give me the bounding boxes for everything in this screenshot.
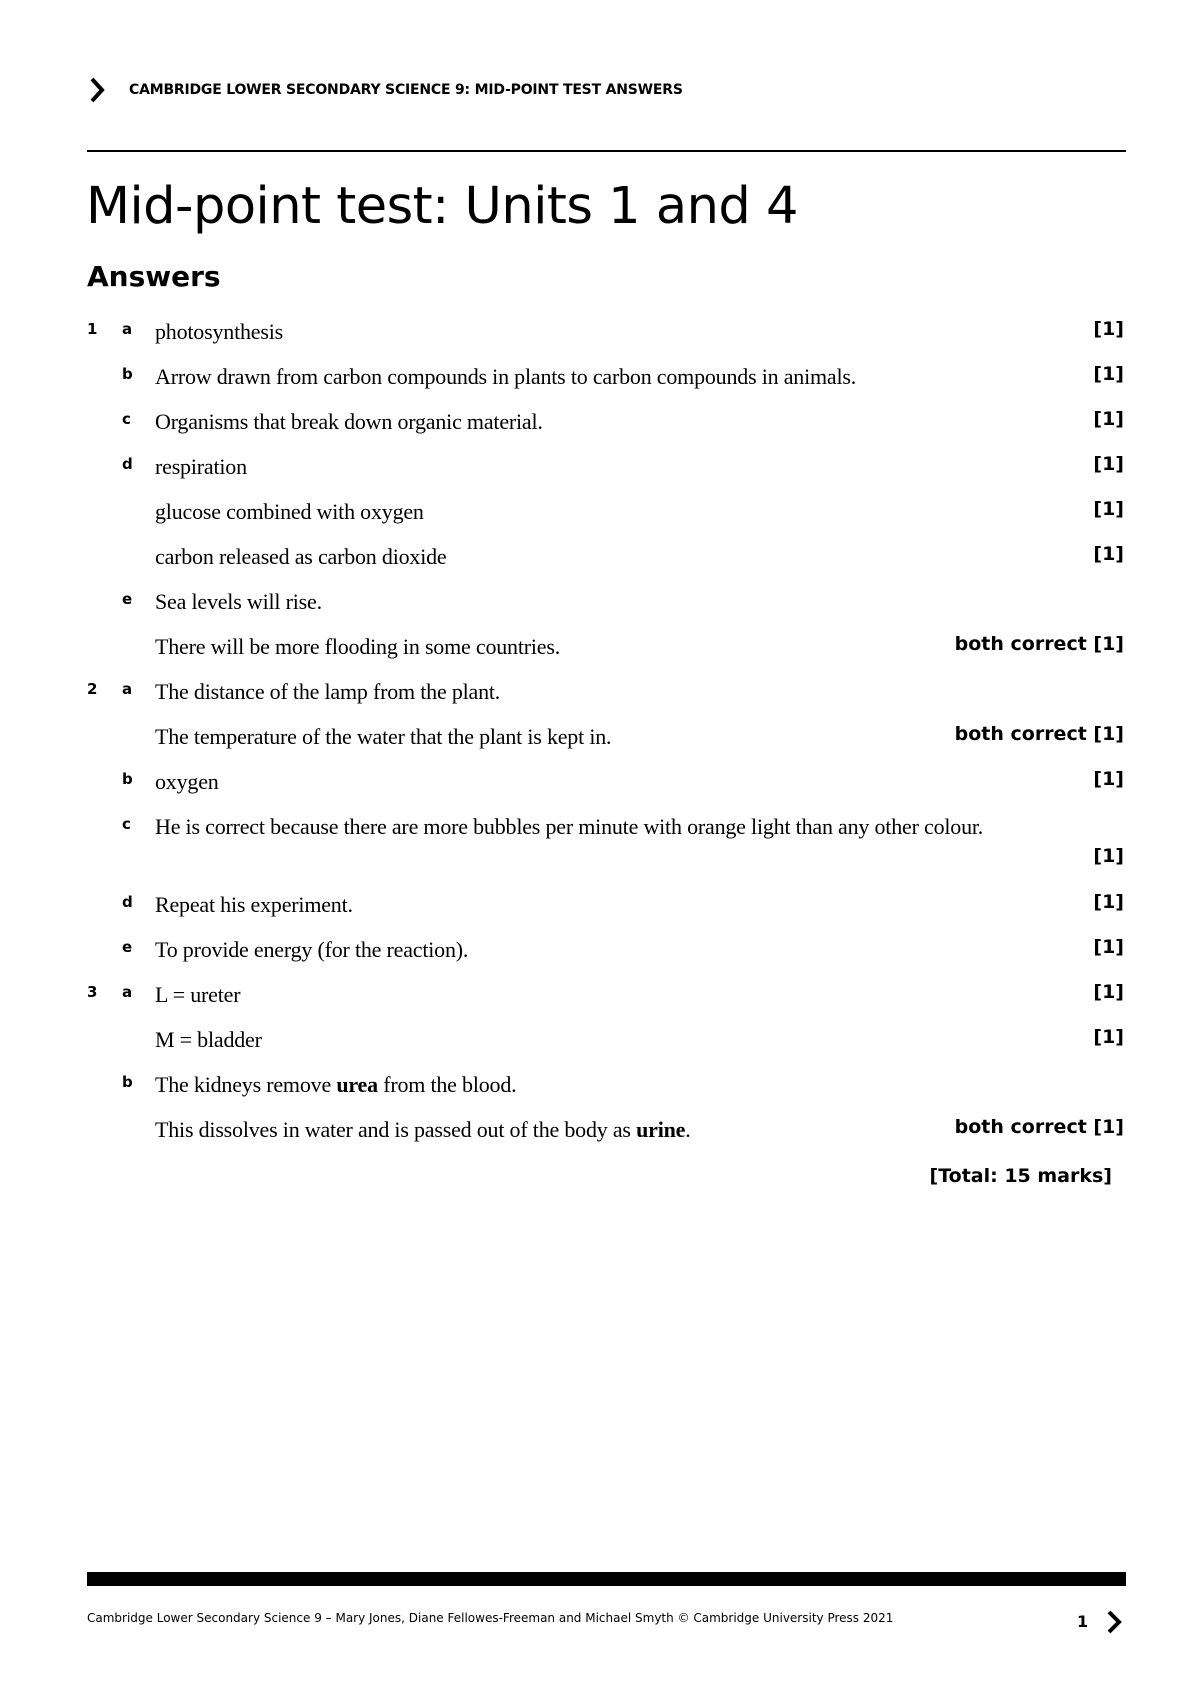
answer-row (87, 582, 1126, 627)
answer-row (87, 1110, 1126, 1155)
answer-text (155, 1069, 1045, 1101)
total-marks: [Total: 15 marks] (929, 1165, 1112, 1187)
footer-bar (87, 1572, 1126, 1586)
mark: [1] (1093, 936, 1124, 958)
mark: [1] (1093, 363, 1124, 385)
mark: [1] (1093, 498, 1124, 520)
header-divider (87, 150, 1126, 152)
mark: [1] (1093, 1026, 1124, 1048)
answer-row (87, 537, 1126, 582)
question-part: d (122, 893, 133, 911)
mark: [1] (1093, 408, 1124, 430)
question-number: 3 (87, 983, 98, 1001)
answer-text: carbon released as carbon dioxide (155, 544, 447, 569)
mark: both correct [1] (954, 633, 1124, 655)
question-part: a (122, 680, 133, 698)
mark: [1] (1093, 845, 1124, 867)
answer-row (87, 762, 1126, 807)
mark: [1] (1093, 318, 1124, 340)
mark: [1] (1093, 543, 1124, 565)
answer-list (87, 312, 1126, 1155)
answer-row (87, 312, 1126, 357)
footer-citation: Cambridge Lower Secondary Science 9 – Mary Jones, Diane Fellowes-Freeman and Michael Smyth © Cambridge University Press 2021 (87, 1611, 894, 1625)
answer-text: glucose combined with oxygen (155, 499, 424, 524)
answer-row (87, 807, 1126, 885)
answer-row (87, 717, 1126, 762)
answer-text: He is correct because there are more bubbles per minute with orange light than any other colour. (155, 814, 984, 839)
question-number: 1 (87, 320, 98, 338)
text-segment: . (685, 1117, 691, 1142)
running-header (87, 76, 683, 104)
answer-row (87, 930, 1126, 975)
mark: [1] (1093, 768, 1124, 790)
question-part: e (122, 938, 133, 956)
question-part: b (122, 770, 133, 788)
answer-text: Arrow drawn from carbon compounds in plants to carbon compounds in animals. (155, 364, 857, 389)
text-segment: This dissolves in water and is passed out of the body as (155, 1117, 637, 1142)
answer-row (87, 975, 1126, 1020)
answer-row (87, 672, 1126, 717)
question-part: d (122, 455, 133, 473)
answer-text: There will be more flooding in some countries. (155, 634, 561, 659)
question-part: b (122, 365, 133, 383)
mark: [1] (1093, 981, 1124, 1003)
answer-row (87, 402, 1126, 447)
running-title: CAMBRIDGE LOWER SECONDARY SCIENCE 9: MID-POINT TEST ANSWERS (129, 82, 683, 98)
answer-text: Sea levels will rise. (155, 589, 322, 614)
keyword-urea: urea (336, 1072, 378, 1097)
answer-text: To provide energy (for the reaction). (155, 937, 469, 962)
page-title: Mid-point test: Units 1 and 4 (86, 177, 798, 236)
answer-text: Repeat his experiment. (155, 892, 353, 917)
mark: [1] (1093, 453, 1124, 475)
answer-text: M = bladder (155, 1027, 262, 1052)
answer-row (87, 885, 1126, 930)
answer-text: The distance of the lamp from the plant. (155, 679, 501, 704)
question-number: 2 (87, 680, 98, 698)
text-segment: from the blood. (377, 1072, 517, 1097)
answer-row (87, 627, 1126, 672)
question-part: e (122, 590, 133, 608)
chevron-right-icon (87, 76, 107, 104)
question-part: c (122, 410, 131, 428)
question-part: a (122, 320, 133, 338)
answer-text: Organisms that break down organic material. (155, 409, 543, 434)
answer-text: The temperature of the water that the plant is kept in. (155, 724, 612, 749)
chevron-right-icon (1105, 1609, 1123, 1635)
page-number: 1 (1077, 1612, 1089, 1631)
question-part: b (122, 1073, 133, 1091)
question-part: c (122, 815, 131, 833)
answer-text (155, 1114, 1045, 1146)
answer-row (87, 1065, 1126, 1110)
answer-text: respiration (155, 454, 247, 479)
mark: both correct [1] (954, 1116, 1124, 1138)
question-part: a (122, 983, 133, 1001)
answer-text: photosynthesis (155, 319, 283, 344)
answer-row (87, 492, 1126, 537)
text-segment: The kidneys remove (155, 1072, 337, 1097)
answer-text: L = ureter (155, 982, 241, 1007)
answer-text: oxygen (155, 769, 219, 794)
keyword-urine: urine (636, 1117, 686, 1142)
mark: [1] (1093, 891, 1124, 913)
answer-row (87, 357, 1126, 402)
answer-row (87, 447, 1126, 492)
mark: both correct [1] (954, 723, 1124, 745)
section-subtitle: Answers (87, 260, 221, 293)
answer-row (87, 1020, 1126, 1065)
